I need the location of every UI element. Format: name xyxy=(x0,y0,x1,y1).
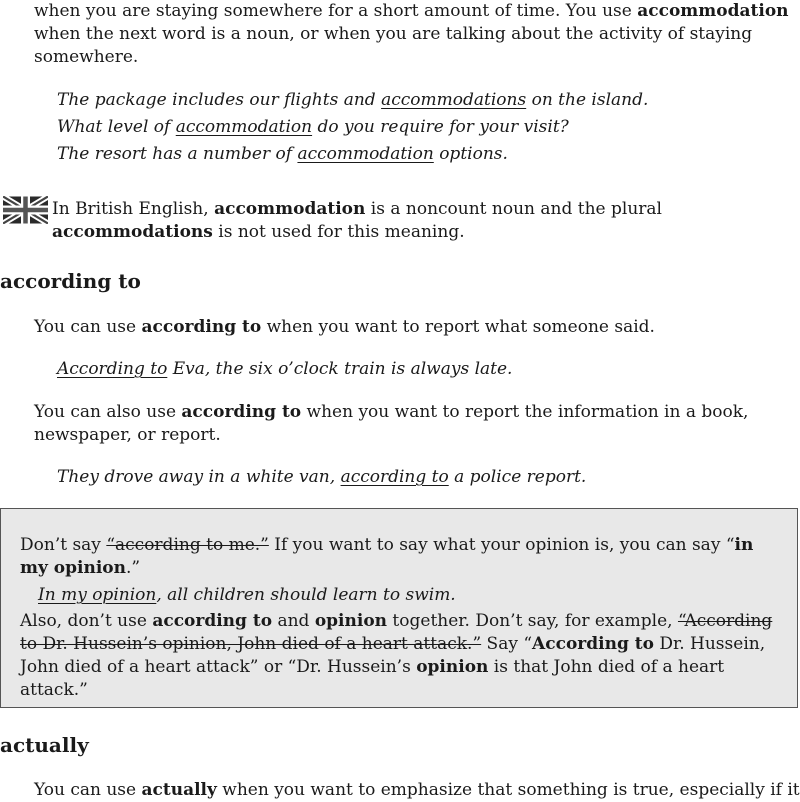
example-accommodation-options: The resort has a number of accommodation options. xyxy=(57,144,508,164)
warning-example: In my opinion, all children should learn to swim. xyxy=(38,585,456,605)
according-to-para-2: You can also use according to when you want to report the information in a book, xyxy=(34,402,749,422)
warning-line-5: John died of a heart attack” or “Dr. Hussein’s opinion is that John died of a heart xyxy=(20,657,725,677)
intro-line-2: when the next word is a noun, or when you are talking about the activity of staying xyxy=(34,24,753,44)
according-to-example-2: They drove away in a white van, according to a police report. xyxy=(57,467,587,487)
according-to-para-2-line-2: newspaper, or report. xyxy=(34,425,221,445)
uk-flag-icon xyxy=(3,196,48,224)
warning-line-3: Also, don’t use according to and opinion together. Don’t say, for example, “According xyxy=(20,611,773,631)
warning-line-6: attack.” xyxy=(20,680,88,700)
heading-according-to: according to xyxy=(0,269,141,293)
according-to-example-1: According to Eva, the six o’clock train is always late. xyxy=(57,359,513,379)
british-note-line-1: In British English, accommodation is a noncount noun and the plural xyxy=(52,199,662,219)
example-accommodation-level: What level of accommodation do you require for your visit? xyxy=(57,117,569,137)
example-accommodations-flights: The package includes our flights and accommodations on the island. xyxy=(57,90,649,110)
intro-line-3: somewhere. xyxy=(34,47,139,67)
according-to-para-1: You can use according to when you want to report what someone said. xyxy=(34,317,655,337)
warning-line-4: to Dr. Hussein’s opinion, John died of a heart attack.” Say “According to Dr. Hussein, xyxy=(20,634,766,654)
intro-line-1: when you are staying somewhere for a short amount of time. You use accommodation xyxy=(34,1,789,21)
british-note-line-2: accommodations is not used for this meaning. xyxy=(52,222,465,242)
warning-line-2: my opinion.” xyxy=(20,558,141,578)
heading-actually: actually xyxy=(0,733,89,757)
warning-line-1: Don’t say “according to me.” If you want to say what your opinion is, you can say “in xyxy=(20,535,754,555)
actually-para-1: You can use actually when you want to emphasize that something is true, especially if it xyxy=(34,780,800,800)
